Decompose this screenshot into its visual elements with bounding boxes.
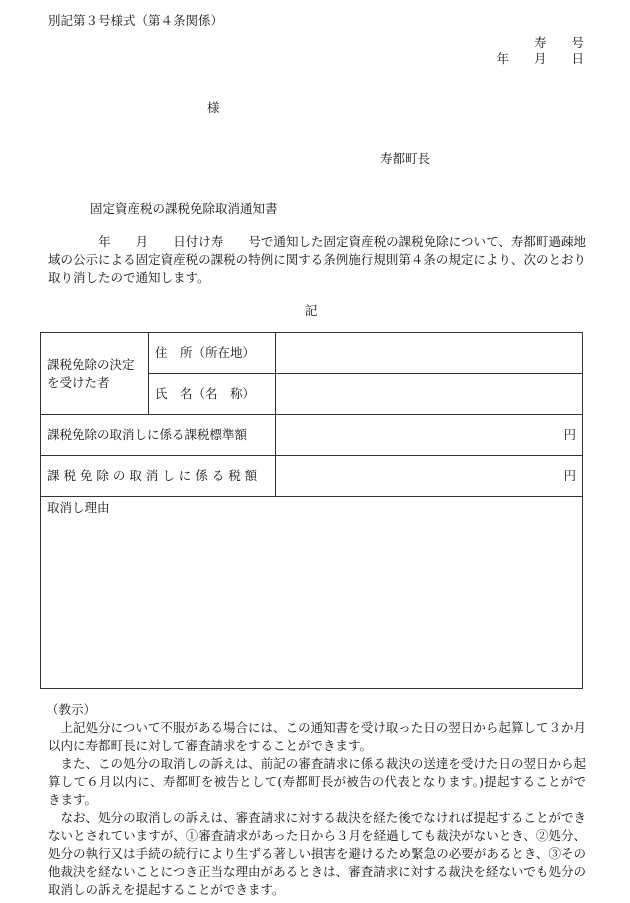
sender-name: 寿都町長: [380, 151, 431, 166]
notice-paragraph: また、この処分の取消しの訴えは、前記の審査請求に係る裁決の送達を受けた日の翌日から起算して６月以内に、寿都町を被告として(寿都町長が被告の代表となります。)提起することができます。: [48, 756, 586, 807]
address-value: [276, 333, 583, 374]
table-row: [41, 333, 583, 374]
document-date: 年 月 日: [496, 51, 584, 66]
table-row: [41, 456, 583, 497]
form-label: 別記第３号様式（第４条関係）: [48, 13, 224, 28]
main-text: 年 月 日付け寿 号で通知した固定資産税の課税免除について、寿都町過疎地域の公示による固定資産税の課税の特例に関する条例施行規則第４条の規定により、次のとおり取り消したので通知します。: [48, 234, 586, 285]
table-row: [41, 415, 583, 456]
table-row: [41, 497, 583, 689]
name-label: 氏 名（名 称）: [149, 374, 276, 415]
name-value: [276, 374, 583, 415]
ki-label: 記: [305, 303, 318, 318]
notice-paragraph: なお、処分の取消しの訴えは、審査請求に対する裁決を経た後でなければ提起することができないとされていますが、①審査請求があった日から３月を経過しても裁決がないとき、②処分、処分の執行又は手続の続行により生ずる著しい損害を避けるため緊急の必要があるとき、③その他裁決を経ないことにつき正当な理由があるときは、審査請求に対する裁決を経ないでも処分の取消しの訴えを提起することができます。: [48, 810, 586, 897]
detail-table: [40, 332, 583, 689]
standard-amount-label: 課税免除の取消しに係る課税標準額: [41, 415, 276, 456]
notice-heading: （教示）: [46, 702, 97, 717]
standard-amount-unit: 円: [276, 415, 583, 456]
tax-amount-label: 課 税 免 除 の 取 消 し に 係 る 税 額: [41, 456, 276, 497]
reason-cell: 取消し理由: [41, 497, 583, 689]
tax-amount-unit: 円: [276, 456, 583, 497]
document-title: 固定資産税の課税免除取消通知書: [90, 201, 278, 216]
address-label: 住 所（所在地）: [149, 333, 276, 374]
notice-paragraph: 上記処分について不服がある場合には、この通知書を受け取った日の翌日から起算して３か月以内に寿都町長に対して審査請求をすることができます。: [48, 720, 586, 753]
recipient-label: 課税免除の決定を受けた者: [41, 333, 149, 415]
addressee-suffix: 様: [207, 100, 220, 115]
document-number: 寿 号: [533, 35, 584, 50]
